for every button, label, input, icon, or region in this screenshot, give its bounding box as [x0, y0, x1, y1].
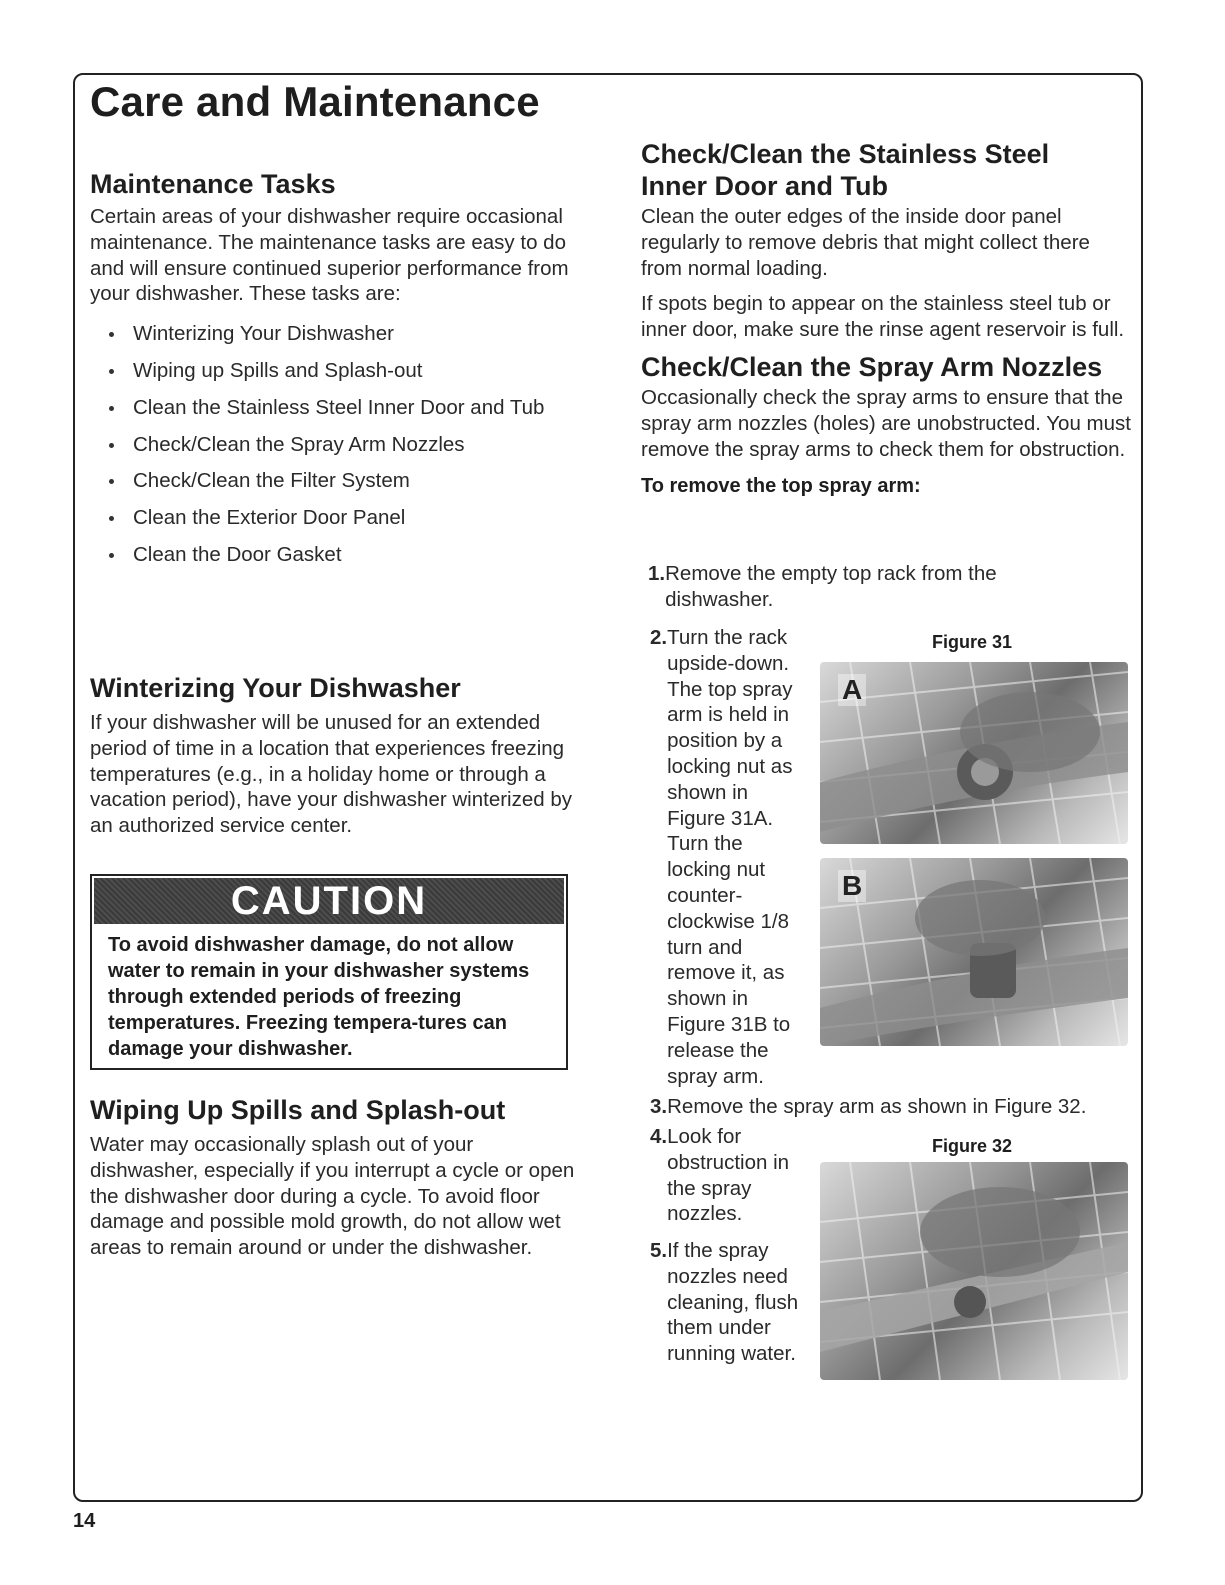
panel-a-label: A [838, 674, 866, 706]
wiping-body: Water may occasionally splash out of your dishwasher, especially if you interrupt a cycle or open the dishwasher door during a cycle. To avoid floor damage and possible mold growth, do not allow wet areas to remain around or under the dishwasher. [90, 1133, 575, 1260]
figure-32-photo [820, 1162, 1128, 1380]
bullet-icon [109, 479, 114, 484]
spray-arm-illustration [820, 1162, 1128, 1380]
list-item: Clean the Stainless Steel Inner Door and Tub [90, 395, 580, 421]
wiping-heading: Wiping Up Spills and Splash-out [90, 1095, 506, 1125]
caution-title: CAUTION [230, 878, 428, 923]
stainless-heading: Check/Clean the Stainless Steel Inner Door and Tub [641, 139, 1050, 201]
bullet-icon [109, 553, 114, 558]
maintenance-task-list [90, 321, 580, 568]
maintenance-tasks-heading: Maintenance Tasks [90, 169, 336, 199]
caution-banner [94, 878, 564, 924]
list-item: Clean the Exterior Door Panel [90, 505, 580, 531]
panel-b-label: B [838, 870, 866, 902]
figure-31a-photo [820, 662, 1128, 844]
bullet-icon [109, 516, 114, 521]
step-4: 4.Look for obstruction in the spray nozzles. [650, 1125, 790, 1226]
step-2: 2.Turn the rack upside-down. The top spray arm is held in position by a locking nut as shown in Figure 31A. Turn the locking nut counter-clockwise 1/8 turn and remove it, as shown in Figure 31B to release the spray arm. [650, 626, 793, 1088]
winterizing-section [90, 672, 580, 839]
list-item: Clean the Door Gasket [90, 542, 580, 568]
maintenance-tasks-intro: Certain areas of your dishwasher require occasional maintenance. The maintenance tasks are easy to do and will ensure continued superior performance from your dishwasher. These tasks are: [90, 205, 569, 306]
bullet-icon [109, 406, 114, 411]
figure-31-label: Figure 31 [932, 632, 1013, 652]
step-5: 5.If the spray nozzles need cleaning, flush them under running water. [650, 1239, 799, 1366]
page-title: Care and Maintenance [90, 78, 540, 125]
right-column [641, 138, 1131, 499]
stainless-para-2: If spots begin to appear on the stainless steel tub or inner door, make sure the rinse agent reservoir is full. [641, 292, 1125, 342]
winterizing-body: If your dishwasher will be unused for an extended period of time in a location that experiences freezing temperatures (e.g., in a holiday home or through a vacation period), have your dishwasher winterized by an authorized service center. [90, 711, 573, 838]
page-number: 14 [73, 1510, 96, 1532]
figure-32-label: Figure 32 [932, 1136, 1013, 1156]
spray-arm-heading: Check/Clean the Spray Arm Nozzles [641, 351, 1103, 382]
list-item: Winterizing Your Dishwasher [90, 321, 580, 347]
wiping-section [90, 1094, 580, 1261]
spray-arm-body: Occasionally check the spray arms to ensure that the spray arm nozzles (holes) are unobstructed. You must remove the spray arms to check them for obstruction. [641, 385, 1131, 461]
step-1: 1.Remove the empty top rack from the dishwasher. [648, 562, 997, 611]
bullet-icon [109, 369, 114, 374]
figure-31b-photo [820, 858, 1128, 1046]
stainless-para-1: Clean the outer edges of the inside door panel regularly to remove debris that might collect there from normal loading. [641, 205, 1090, 280]
left-column [90, 168, 580, 579]
list-item: Check/Clean the Filter System [90, 468, 580, 494]
winterizing-heading: Winterizing Your Dishwasher [90, 673, 461, 703]
list-item: Check/Clean the Spray Arm Nozzles [90, 432, 580, 458]
caution-box [90, 874, 568, 1070]
spray-arm-subheading: To remove the top spray arm: [641, 475, 921, 498]
list-item: Wiping up Spills and Splash-out [90, 358, 580, 384]
bullet-icon [109, 443, 114, 448]
caution-text: To avoid dishwasher damage, do not allow water to remain in your dishwasher systems through extended periods of freezing temperatures. Freezing tempera-tures can damage your dishwasher. [108, 934, 530, 1060]
bullet-icon [109, 332, 114, 337]
step-3: 3.Remove the spray arm as shown in Figure 32. [650, 1095, 1087, 1118]
